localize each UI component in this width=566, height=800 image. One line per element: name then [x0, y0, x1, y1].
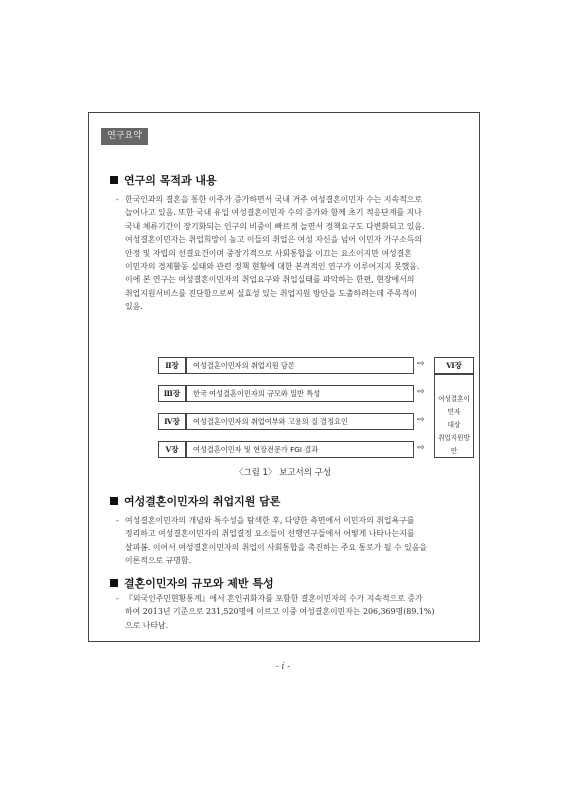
text-line: 이론적으로 규명함. — [125, 556, 191, 566]
chapter-label: Ⅲ장 — [158, 385, 186, 402]
result-description: 여성결혼이민자 대상 취업지원방안 — [434, 374, 474, 458]
chapter-label: Ⅳ장 — [158, 413, 186, 430]
right-arrow-icon: ⇨ — [417, 415, 425, 425]
text-line: 있음. — [125, 302, 143, 312]
chapter-description: 한국 여성결혼이민자의 규모와 일반 특성 — [186, 385, 414, 402]
section-heading-scale: 결혼이민자의 규모와 제반 특성 — [110, 575, 274, 591]
text-line: 이민자의 경제활동 실태와 관련 정책 현황에 대한 본격적인 연구가 이루어지지 못했음. — [125, 262, 420, 272]
text-line: 『외국인주민현황통계』에서 혼인귀화자를 포함한 결혼이민자의 수가 지속적으로 증가 — [125, 594, 423, 603]
chapter-description: 여성결혼이민자의 취업여부와 고용의 질 결정요인 — [186, 413, 414, 430]
right-arrow-icon: ⇨ — [417, 443, 425, 453]
text-line: 취업지원서비스를 진단함으로써 실효성 있는 취업지원 방안을 도출하려는데 주목적이 — [125, 288, 417, 298]
text-line: 한국인과의 결혼을 통한 이주가 증가하면서 국내 거주 여성결혼이민자 수는 지속적으로 — [125, 195, 422, 204]
text-line: 안정 및 자립의 선결요건이며 중장기적으로 사회통합을 이끄는 요소이지만 여성결혼 — [125, 248, 412, 258]
chapter-label: Ⅴ장 — [158, 441, 186, 458]
section-heading-discourse: 여성결혼이민자의 취업지원 담론 — [110, 493, 280, 509]
page-number: - i - — [275, 662, 291, 672]
summary-tag: 연구요약 — [101, 128, 148, 145]
text-line: 여성결혼이민자는 취업희망이 높고 이들의 취업은 여성 자신을 넘어 이민자 가구소득의 — [125, 235, 422, 245]
text-line: 하여 2013년 기준으로 231,520명에 이르고 이중 여성결혼이민자는 206,369명(89.1%) — [125, 607, 435, 617]
figure-caption: 〈그림 1〉 보고서의 구성 — [234, 468, 332, 478]
purpose-paragraph — [116, 193, 468, 314]
bullet-square-icon — [110, 497, 118, 505]
result-chapter-label: Ⅵ장 — [434, 357, 474, 374]
right-arrow-icon: ⇨ — [417, 387, 425, 397]
text-line: 여성결혼이민자의 개념와 특수성을 탐색한 후, 다양한 측면에서 이민자의 취업욕구를 — [125, 516, 415, 525]
dash-marker: - — [116, 594, 119, 603]
text-line: 국내 체류기간이 장기화되는 인구의 비중이 빠르게 늘면서 정책요구도 다변화되고 있음. — [125, 221, 425, 231]
dash-marker: - — [116, 516, 119, 525]
right-arrow-icon: ⇨ — [417, 359, 425, 369]
discourse-paragraph — [116, 514, 468, 568]
scale-paragraph — [116, 592, 468, 640]
chapter-label: Ⅱ장 — [158, 357, 186, 374]
text-line: 살펴봄. 이어서 여성결혼이민자의 취업이 사회통합을 촉진하는 주요 통로가 될 수 있음을 — [125, 542, 427, 552]
text-line: 늘어나고 있음. 또한 국내 유입 여성결혼이민자 수의 증가와 함께 초기 적응단계를 지나 — [125, 208, 422, 218]
chapter-description: 여성결혼이민자의 취업지원 담론 — [186, 357, 414, 374]
text-line: 정리하고 여성결혼이민자의 취업결정 요소들이 선행연구들에서 어떻게 나타나는지를 — [125, 529, 415, 539]
chapter-description: 여성결혼이민자 및 현장전문가 FGI 결과 — [186, 441, 414, 458]
dash-marker: - — [116, 195, 119, 204]
bullet-square-icon — [110, 176, 118, 184]
section-heading-purpose: 연구의 목적과 내용 — [110, 172, 217, 188]
bullet-square-icon — [110, 579, 118, 587]
text-line: 이에 본 연구는 여성결혼이민자의 취업요구와 취업실태를 파악하는 한편, 현장에서의 — [125, 275, 415, 285]
text-line: 으로 나타남. — [125, 620, 169, 630]
